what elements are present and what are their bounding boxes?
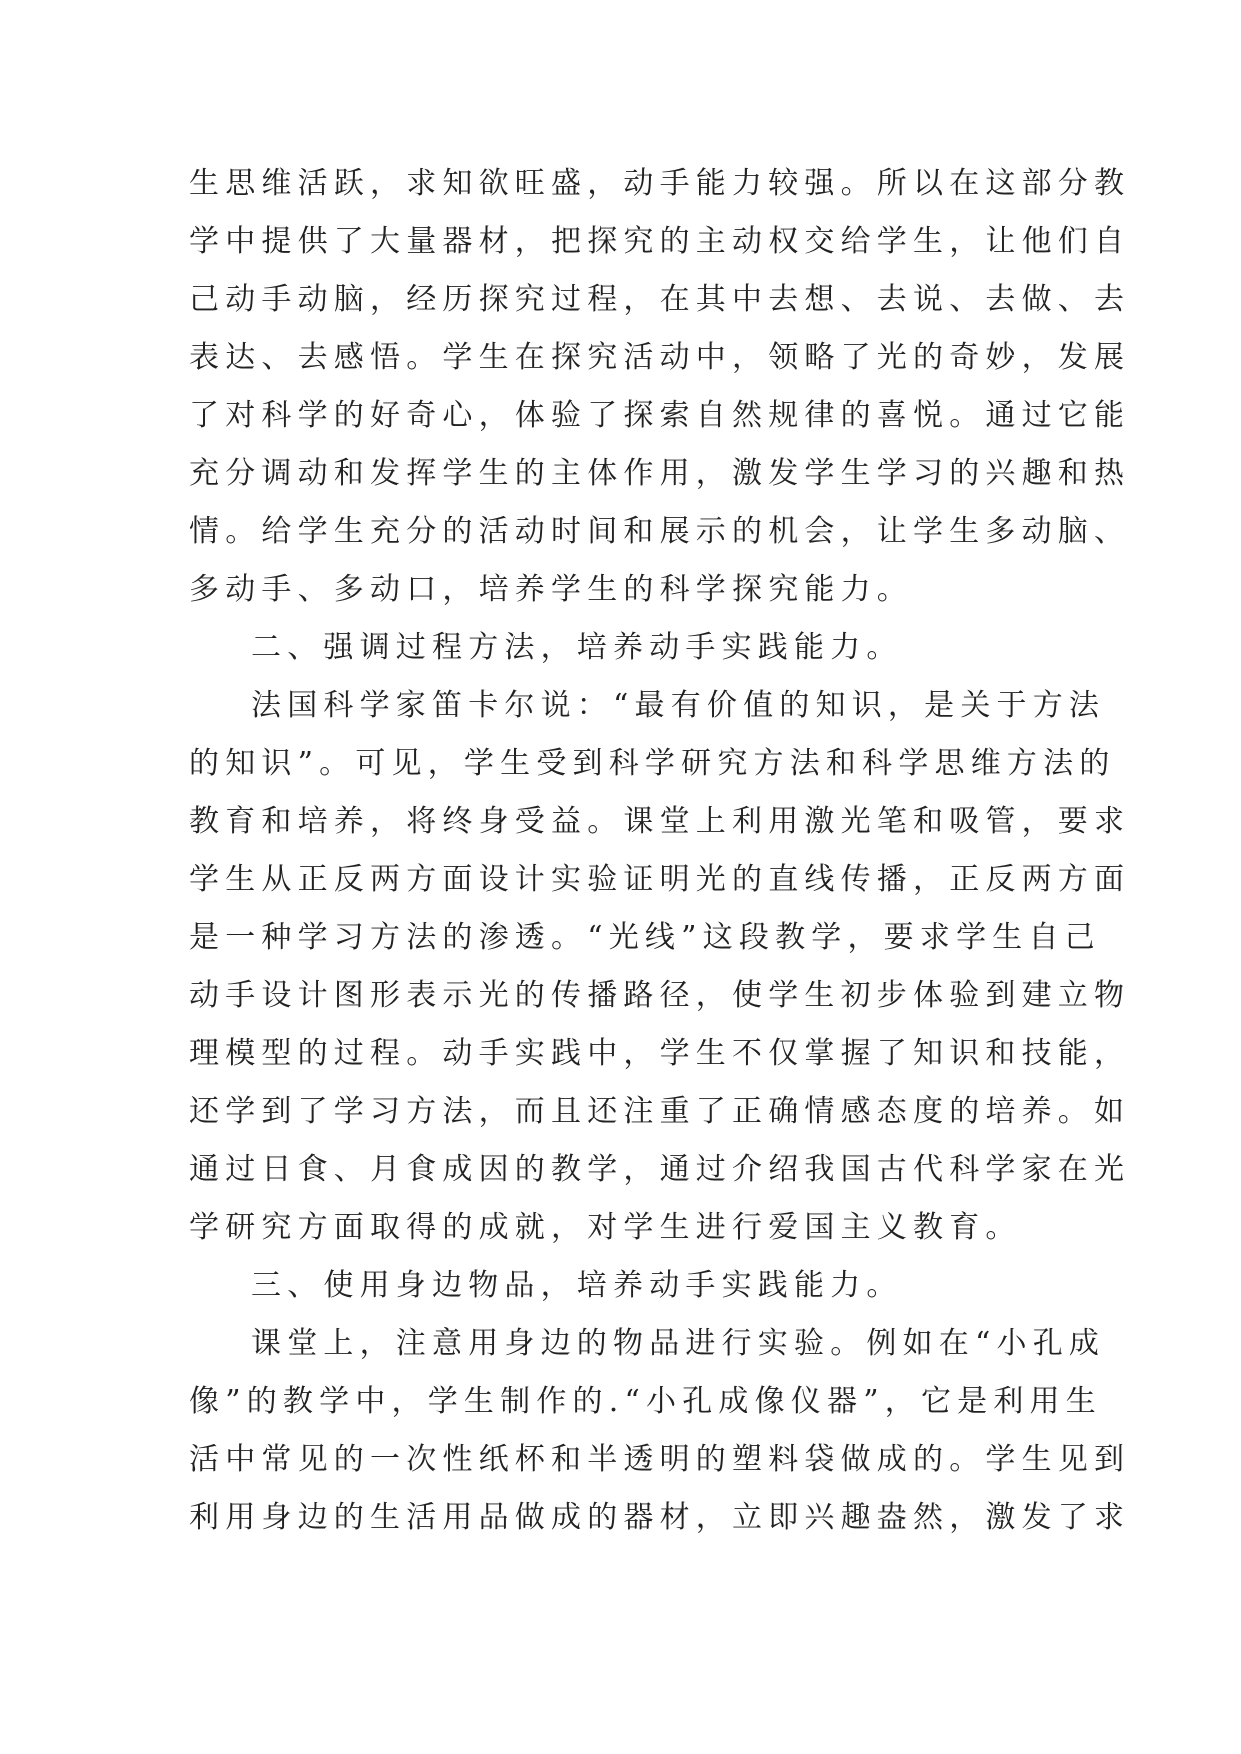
text-line: 学研究方面取得的成就，对学生进行爱国主义教育。	[189, 1210, 1022, 1245]
section-heading: 二、强调过程方法，培养动手实践能力。	[251, 630, 903, 665]
text-line: 像”的教学中，学生制作的.“小孔成像仪器”，它是利用生	[189, 1384, 1102, 1419]
text-line: 是一种学习方法的渗透。“光线”这段教学，要求学生自己	[189, 920, 1101, 955]
text-line: 表达、去感悟。学生在探究活动中，领略了光的奇妙，发展	[189, 340, 1131, 375]
text-line: 通过日食、月食成因的教学，通过介绍我国古代科学家在光	[189, 1152, 1131, 1187]
text-line: 情。给学生充分的活动时间和展示的机会，让学生多动脑、	[189, 514, 1131, 549]
text-line: 多动手、多动口，培养学生的科学探究能力。	[189, 572, 913, 607]
text-line: 学中提供了大量器材，把探究的主动权交给学生，让他们自	[189, 224, 1131, 259]
text-line: 法国科学家笛卡尔说：“最有价值的知识，是关于方法	[251, 688, 1106, 723]
section-heading: 三、使用身边物品，培养动手实践能力。	[251, 1268, 903, 1303]
text-line: 学生从正反两方面设计实验证明光的直线传播，正反两方面	[189, 862, 1131, 897]
text-line: 利用身边的生活用品做成的器材，立即兴趣盎然，激发了求	[189, 1500, 1131, 1535]
text-line: 课堂上，注意用身边的物品进行实验。例如在“小孔成	[251, 1326, 1106, 1361]
text-line: 了对科学的好奇心，体验了探索自然规律的喜悦。通过它能	[189, 398, 1131, 433]
text-line: 的知识”。可见，学生受到科学研究方法和科学思维方法的	[189, 746, 1116, 781]
text-line: 理模型的过程。动手实践中，学生不仅掌握了知识和技能，	[189, 1036, 1131, 1071]
text-line: 动手设计图形表示光的传播路径，使学生初步体验到建立物	[189, 978, 1131, 1013]
document-body	[189, 155, 1131, 1547]
text-line: 活中常见的一次性纸杯和半透明的塑料袋做成的。学生见到	[189, 1442, 1131, 1477]
text-line: 生思维活跃，求知欲旺盛，动手能力较强。所以在这部分教	[189, 166, 1131, 201]
text-line: 还学到了学习方法，而且还注重了正确情感态度的培养。如	[189, 1094, 1131, 1129]
text-line: 己动手动脑，经历探究过程，在其中去想、去说、去做、去	[189, 282, 1131, 317]
text-line: 教育和培养，将终身受益。课堂上利用激光笔和吸管，要求	[189, 804, 1131, 839]
text-line: 充分调动和发挥学生的主体作用，激发学生学习的兴趣和热	[189, 456, 1131, 491]
